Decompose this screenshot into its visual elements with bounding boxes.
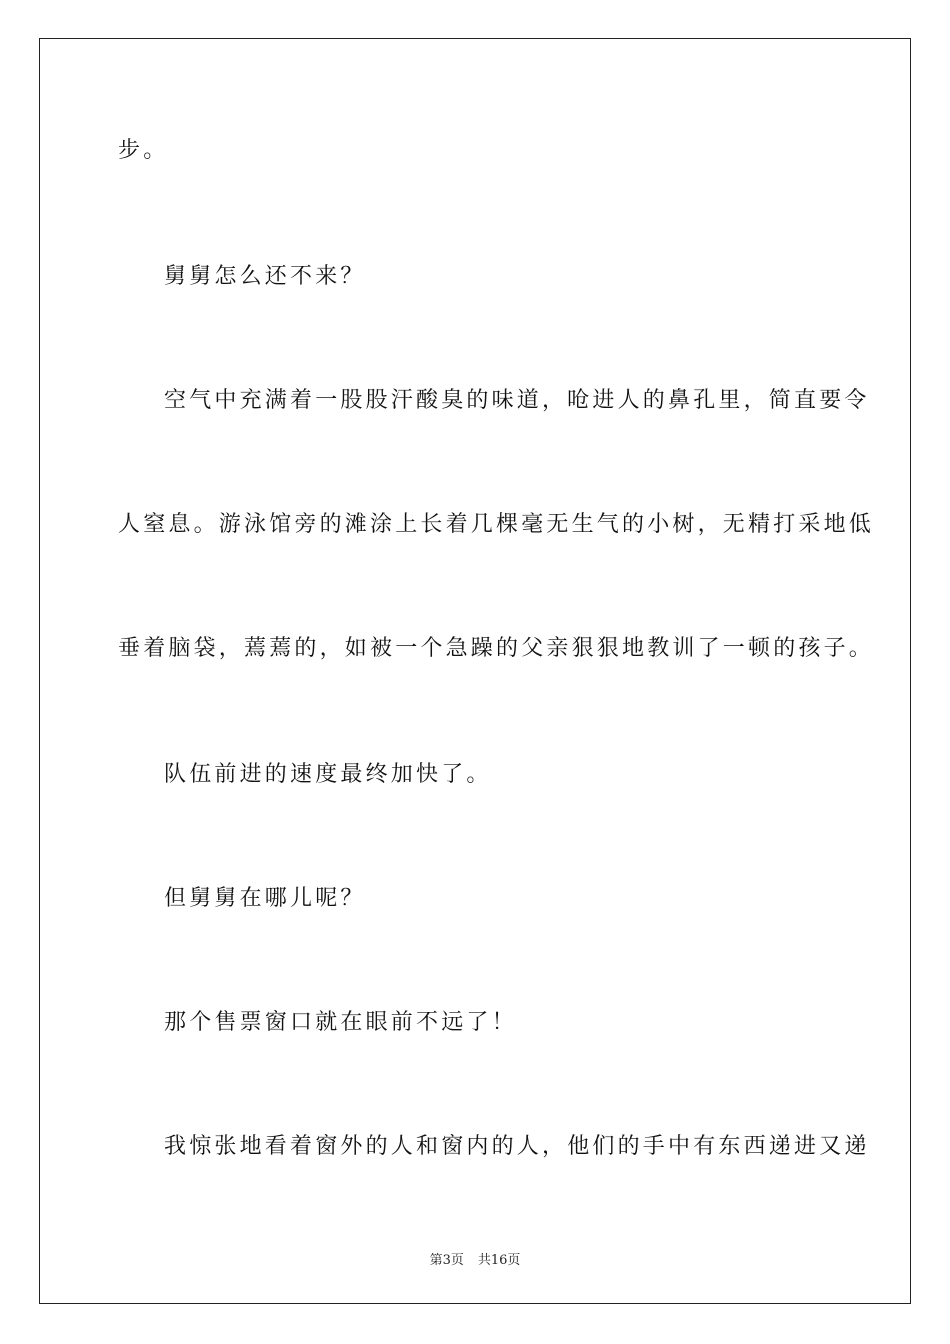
page-border [39,38,911,1304]
paragraph-line: 步。 [118,138,169,163]
page-number: 第3页 [429,1253,464,1268]
paragraph-line: 我惊张地看着窗外的人和窗内的人，他们的手中有东西递进又递 [164,1134,870,1159]
paragraph-line: 舅舅怎么还不来？ [164,264,366,289]
total-pages: 共16页 [477,1253,521,1268]
paragraph-line: 垂着脑袋，蔫蔫的，如被一个急躁的父亲狠狠地教训了一顿的孩子。 [118,636,875,661]
paragraph-line: 人窒息。游泳馆旁的滩涂上长着几棵毫无生气的小树，无精打采地低 [118,512,875,537]
paragraph-line: 那个售票窗口就在眼前不远了！ [164,1010,517,1035]
page-footer [0,1249,950,1268]
paragraph-line: 空气中充满着一股股汗酸臭的味道，呛进人的鼻孔里，简直要令 [164,388,870,413]
paragraph-line: 队伍前进的速度最终加快了。 [164,762,492,787]
paragraph-line: 但舅舅在哪儿呢？ [164,886,366,911]
